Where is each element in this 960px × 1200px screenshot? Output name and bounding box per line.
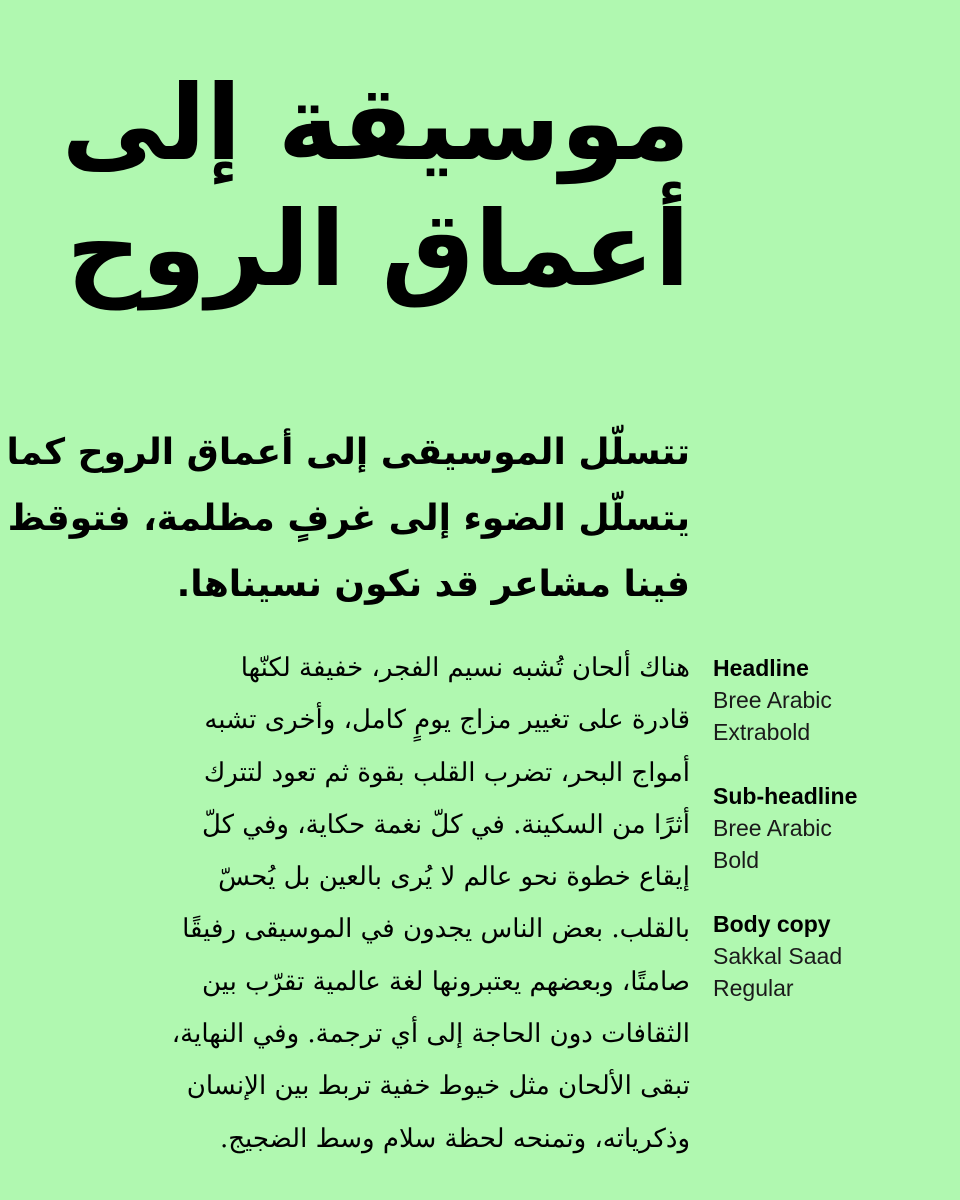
body-copy-line: صامتًا، وبعضهم يعتبرونها لغة عالمية تقرّب بين: [201, 966, 690, 997]
spec-body-copy: [713, 908, 943, 1004]
body-copy-line: قادرة على تغيير مزاج يومٍ كامل، وأخرى تشبه: [204, 705, 690, 736]
subheadline-line: يتسلّل الضوء إلى غرفٍ مظلمة، فتوقظ: [7, 498, 690, 539]
spec-value: Bree Arabic: [713, 815, 832, 841]
headline-line: موسيقة إلى: [61, 62, 690, 184]
headline-line: أعماق الروح: [66, 188, 690, 310]
headline: [61, 60, 690, 312]
font-specs: [713, 652, 943, 1036]
body-copy-line: الثقافات دون الحاجة إلى أي ترجمة. وفي النهاية،: [171, 1019, 690, 1050]
spec-value: Regular: [713, 975, 794, 1001]
body-copy-line: تبقى الألحان مثل خيوط خفية تربط بين الإنسان: [186, 1071, 690, 1102]
subheadline-line: فينا مشاعر قد نكون نسيناها.: [176, 564, 690, 605]
spec-value: Sakkal Saad: [713, 943, 843, 969]
spec-value: Extrabold: [713, 719, 811, 745]
spec-label: Headline: [713, 655, 809, 681]
body-copy: [90, 642, 690, 1165]
spec-label: Body copy: [713, 911, 831, 937]
body-copy-line: إيقاع خطوة نحو عالم لا يُرى بالعين بل يُحسّ: [218, 862, 690, 893]
body-copy-line: أثرًا من السكينة. في كلّ نغمة حكاية، وفي كلّ: [201, 809, 690, 840]
spec-label: Sub-headline: [713, 783, 858, 809]
body-copy-line: وذكرياته، وتمنحه لحظة سلام وسط الضجيج.: [219, 1123, 690, 1154]
body-copy-line: أمواج البحر، تضرب القلب بقوة ثم تعود لتترك: [203, 757, 690, 788]
subheadline: [6, 420, 690, 618]
spec-headline: [713, 652, 943, 748]
body-copy-line: هناك ألحان تُشبه نسيم الفجر، خفيفة لكنّها: [240, 653, 690, 683]
spec-value: Bold: [713, 847, 760, 873]
subheadline-line: تتسلّل الموسيقى إلى أعماق الروح كما: [6, 432, 690, 473]
body-copy-line: بالقلب. بعض الناس يجدون في الموسيقى رفيقًا: [182, 914, 690, 945]
spec-sub-headline: [713, 780, 943, 876]
spec-value: Bree Arabic: [713, 687, 832, 713]
